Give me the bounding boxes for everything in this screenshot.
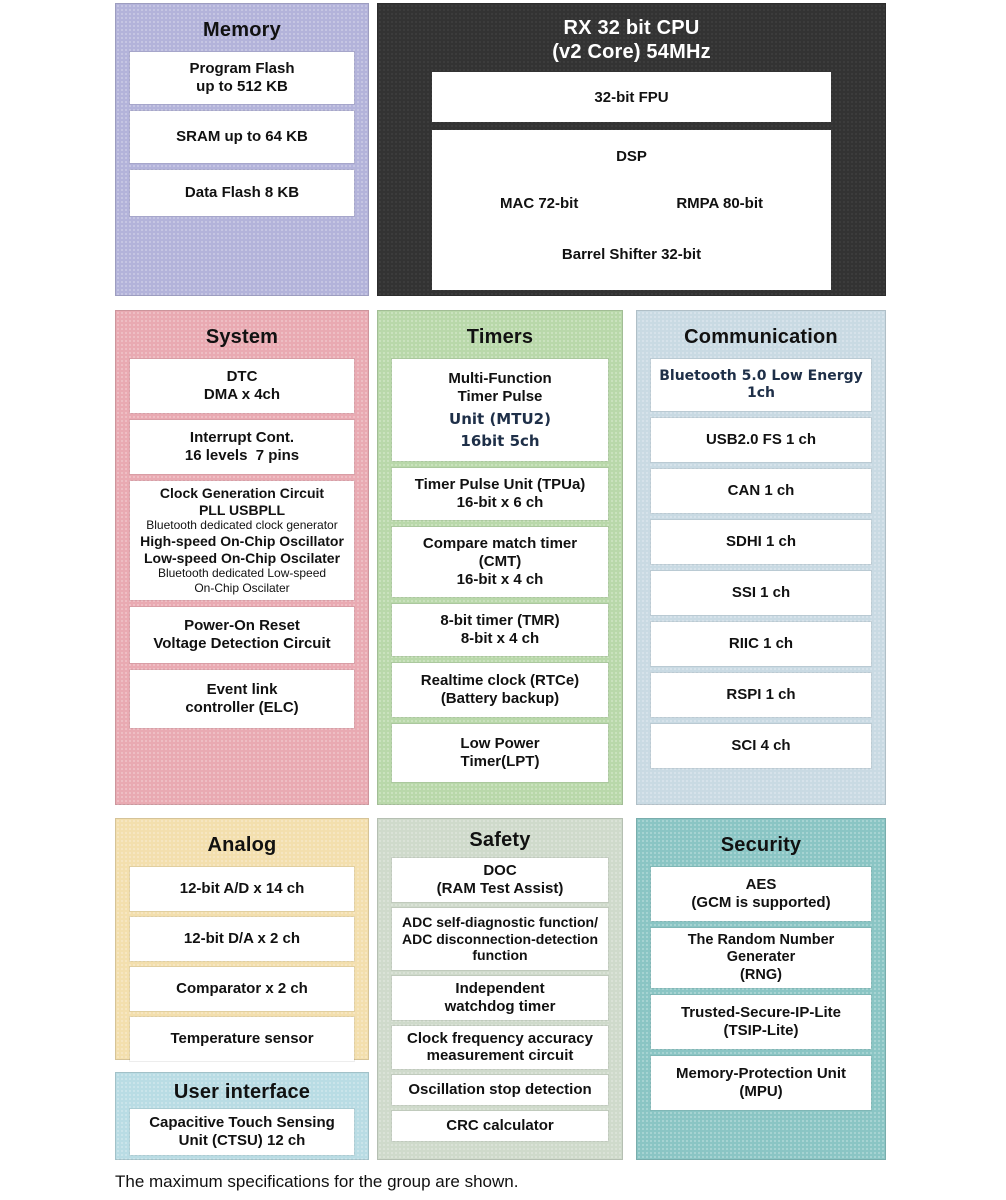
spec-box <box>651 359 871 411</box>
spec-box <box>651 995 871 1049</box>
spec-box <box>392 1111 608 1141</box>
dsp-row <box>432 195 831 212</box>
spec-box <box>392 1075 608 1105</box>
security-items <box>637 867 885 1110</box>
timers-items <box>378 359 622 782</box>
spec-line: Capacitive Touch Sensing <box>149 1114 335 1131</box>
spec-line: (MPU) <box>739 1083 783 1101</box>
spec-line: Bluetooth dedicated clock generator <box>146 518 338 533</box>
spec-box <box>651 571 871 615</box>
spec-line: controller (ELC) <box>185 699 299 717</box>
spec-line: 12-bit A/D x 14 ch <box>179 880 305 897</box>
spec-line: (RNG) <box>740 966 782 983</box>
spec-line: Trusted-Secure-IP-Lite <box>680 1004 842 1022</box>
spec-line: Unit (CTSU) 12 ch <box>178 1132 306 1149</box>
spec-box <box>392 858 608 902</box>
dsp-rmpa-label: RMPA 80-bit <box>676 195 763 212</box>
spec-box <box>651 673 871 717</box>
analog-title: Analog <box>207 834 277 856</box>
communication-block <box>636 310 886 805</box>
spec-line: measurement circuit <box>426 1047 574 1065</box>
fpu-box <box>432 72 831 122</box>
spec-line: The Random Number Generater <box>687 932 839 966</box>
spec-line: Voltage Detection Circuit <box>153 635 331 653</box>
dsp-mac-label: MAC 72-bit <box>500 195 579 212</box>
system-title: System <box>205 326 279 348</box>
spec-line: 16 levels 7 pins <box>184 447 300 464</box>
spec-box <box>130 1017 354 1061</box>
spec-line: Program Flash <box>189 60 295 77</box>
spec-box <box>651 622 871 666</box>
spec-box <box>130 917 354 961</box>
spec-box <box>651 724 871 768</box>
spec-line: (RAM Test Assist) <box>436 880 564 897</box>
spec-box <box>392 1026 608 1069</box>
system-items <box>116 359 368 728</box>
spec-line: function <box>472 947 528 964</box>
spec-line: Independent <box>455 980 545 997</box>
spec-box <box>392 604 608 656</box>
spec-box <box>392 468 608 520</box>
spec-line: Oscillation stop detection <box>408 1080 592 1098</box>
spec-line: DOC <box>483 862 517 879</box>
spec-line: DTC <box>226 368 258 385</box>
spec-line: CAN 1 ch <box>727 482 795 499</box>
spec-line: DMA x 4ch <box>203 386 281 403</box>
communication-title: Communication <box>684 326 838 348</box>
spec-box <box>392 663 608 717</box>
spec-line: (Battery backup) <box>440 690 560 707</box>
spec-line: (TSIP-Lite) <box>723 1022 799 1040</box>
spec-line: SRAM up to 64 KB <box>176 128 308 145</box>
spec-box <box>130 670 354 728</box>
spec-line: 8-bit timer (TMR) <box>440 612 560 629</box>
spec-box <box>651 1056 871 1110</box>
cpu-title-line1: RX 32 bit CPU <box>563 17 700 39</box>
spec-line: Event link <box>206 681 278 699</box>
spec-line: (CMT) <box>478 553 522 570</box>
caption: The maximum specifications for the group are shown. <box>115 1172 519 1191</box>
dsp-box <box>432 130 831 290</box>
spec-line: 12-bit D/A x 2 ch <box>183 930 301 947</box>
spec-line: Power-On Reset <box>184 617 300 635</box>
spec-box <box>130 359 354 413</box>
spec-line: Clock Generation Circuit <box>159 485 325 501</box>
spec-box <box>392 908 608 970</box>
spec-line: Low Power <box>460 735 540 752</box>
memory-block <box>115 3 369 296</box>
spec-box <box>651 469 871 513</box>
spec-line: Data Flash 8 KB <box>184 184 300 201</box>
spec-line: 16-bit x 4 ch <box>456 571 544 588</box>
memory-items <box>116 52 368 216</box>
security-block <box>636 818 886 1160</box>
memory-title: Memory <box>203 19 281 41</box>
system-block <box>115 310 369 805</box>
cpu-title <box>378 4 885 72</box>
security-title: Security <box>720 834 802 856</box>
spec-line: Timer(LPT) <box>460 753 540 770</box>
spec-box <box>130 967 354 1011</box>
dsp-label: DSP <box>616 148 647 165</box>
spec-line: Timer Pulse Unit (TPUa) <box>414 476 586 493</box>
spec-box <box>130 52 354 104</box>
user-interface-block <box>115 1072 369 1160</box>
spec-line: USB2.0 FS 1 ch <box>705 431 817 448</box>
spec-box <box>130 867 354 911</box>
spec-line: RSPI 1 ch <box>726 686 796 703</box>
spec-line: ADC disconnection-detection <box>401 930 598 947</box>
spec-line: SCI 4 ch <box>731 737 791 754</box>
spec-line: 16bit 5ch <box>460 432 540 450</box>
spec-line: Comparator x 2 ch <box>176 980 308 997</box>
spec-line: CRC calculator <box>446 1116 554 1134</box>
user-interface-items <box>116 1109 368 1155</box>
spec-box <box>392 976 608 1020</box>
spec-line: SDHI 1 ch <box>725 533 797 550</box>
spec-line: Temperature sensor <box>170 1030 314 1047</box>
spec-line: ADC self-diagnostic function/ <box>402 914 598 931</box>
spec-line: Memory-Protection Unit <box>675 1065 846 1083</box>
spec-box <box>651 418 871 462</box>
spec-line: (GCM is supported) <box>691 894 831 911</box>
spec-line: Multi-Function <box>448 370 552 387</box>
spec-line: High-speed On-Chip Oscillator <box>140 533 344 550</box>
analog-items <box>116 867 368 1061</box>
spec-box <box>130 1109 354 1155</box>
spec-box <box>130 481 354 600</box>
spec-box <box>392 527 608 597</box>
spec-line: Low-speed On-Chip Oscilater <box>143 549 341 566</box>
spec-line: watchdog timer <box>444 998 556 1015</box>
fpu-label: 32-bit FPU <box>594 88 669 106</box>
spec-line: Realtime clock (RTCe) <box>420 672 580 689</box>
dsp-barrel-label: Barrel Shifter 32-bit <box>561 246 702 263</box>
timers-title: Timers <box>466 326 534 348</box>
safety-items <box>378 858 622 1141</box>
spec-box <box>392 359 608 461</box>
spec-line: Interrupt Cont. <box>189 429 295 446</box>
spec-line: Unit (MTU2) <box>449 410 551 428</box>
communication-items <box>637 359 885 768</box>
analog-block <box>115 818 369 1060</box>
cpu-block <box>377 3 886 296</box>
spec-line: Clock frequency accuracy <box>407 1030 593 1047</box>
spec-box <box>651 867 871 921</box>
user-interface-title: User interface <box>173 1081 311 1103</box>
spec-line: On-Chip Oscilater <box>194 581 290 596</box>
spec-line: Compare match timer <box>422 535 578 552</box>
spec-line: 1ch <box>746 385 775 401</box>
spec-line: 8-bit x 4 ch <box>460 630 540 647</box>
cpu-title-line2: (v2 Core) 54MHz <box>552 41 711 63</box>
spec-box <box>651 520 871 564</box>
safety-block <box>377 818 623 1160</box>
spec-line: PLL USBPLL <box>198 501 286 518</box>
spec-line: Bluetooth dedicated Low-speed <box>157 566 327 581</box>
timers-block <box>377 310 623 805</box>
spec-box <box>130 420 354 474</box>
spec-box <box>130 111 354 163</box>
spec-line: up to 512 KB <box>196 78 288 95</box>
spec-line: 16-bit x 6 ch <box>456 494 544 511</box>
spec-box <box>130 607 354 663</box>
spec-line: Timer Pulse <box>457 388 543 405</box>
spec-line: Bluetooth 5.0 Low Energy <box>659 368 863 385</box>
spec-box <box>651 928 871 988</box>
spec-line: AES <box>745 876 777 893</box>
spec-box <box>130 170 354 216</box>
safety-title: Safety <box>469 829 531 851</box>
spec-line: SSI 1 ch <box>731 584 791 601</box>
spec-line: RIIC 1 ch <box>728 635 794 652</box>
spec-box <box>392 724 608 782</box>
